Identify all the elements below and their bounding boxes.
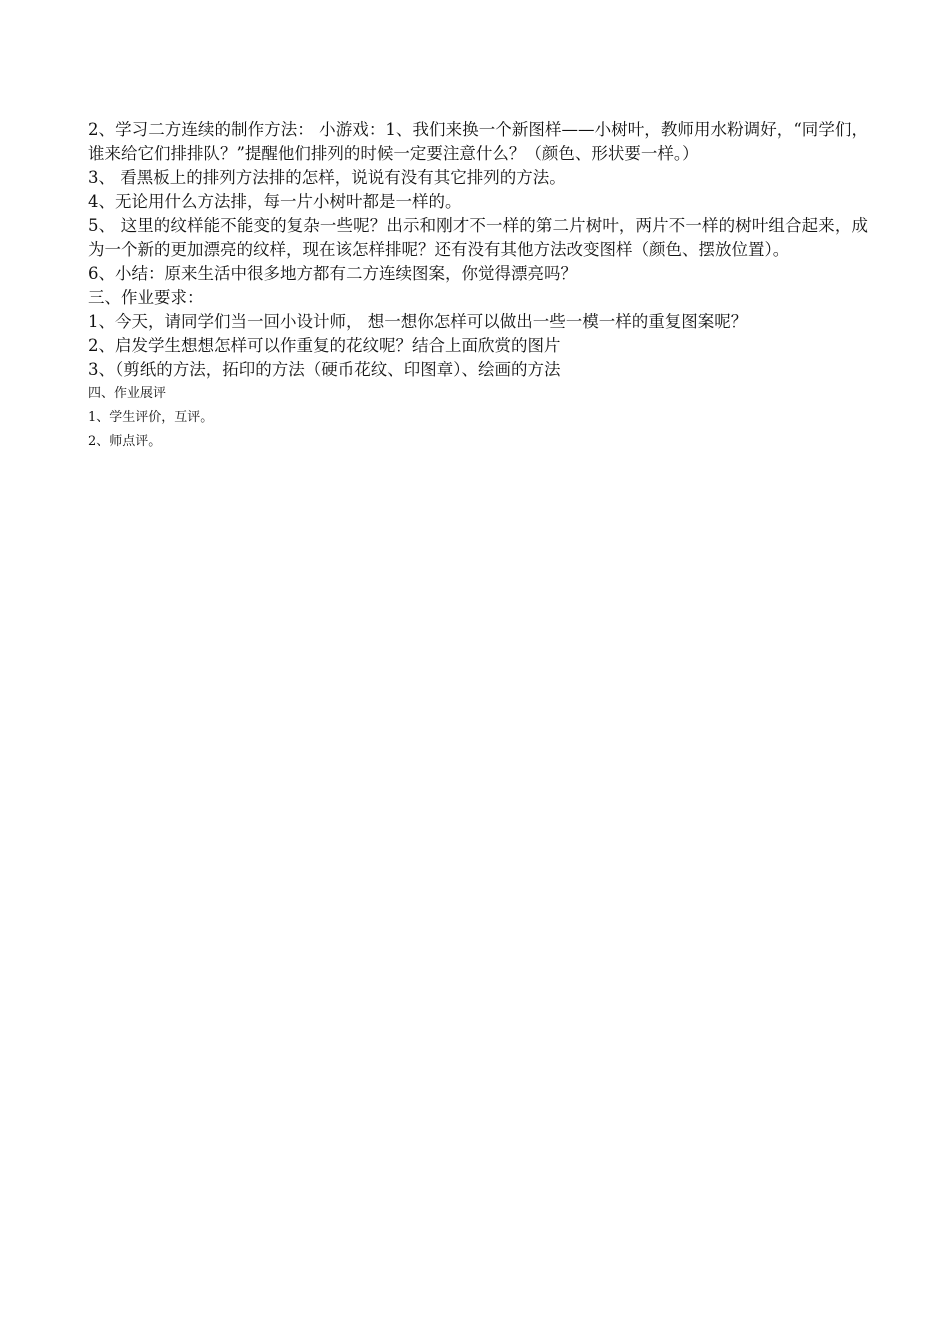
paragraph-homework-1: 1、今天，请同学们当一回小设计师， 想一想你怎样可以做出一些一模一样的重复图案呢？ [88, 312, 748, 331]
section-heading-homework: 三、作业要求： [88, 288, 204, 307]
paragraph-step-3: 3、 看黑板上的排列方法排的怎样，说说有没有其它排列的方法。 [88, 168, 566, 187]
document-page [88, 118, 868, 454]
paragraph-review-1: 1、学生评价，互评。 [88, 410, 214, 425]
paragraph-homework-3: 3、（剪纸的方法，拓印的方法（硬币花纹、印图章）、绘画的方法 [88, 360, 561, 379]
paragraph-homework-2: 2、启发学生想想怎样可以作重复的花纹呢？结合上面欣赏的图片 [88, 336, 561, 355]
paragraph-review-2: 2、师点评。 [88, 434, 162, 449]
paragraph-step-2: 2、学习二方连续的制作方法： 小游戏：1、我们来换一个新图样——小树叶，教师用水粉调好，“同学们，谁来给它们排排队？”提醒他们排列的时候一定要注意什么？（颜色、形状要一样。） [88, 120, 868, 163]
paragraph-step-6: 6、小结：原来生活中很多地方都有二方连续图案，你觉得漂亮吗？ [88, 264, 577, 283]
paragraph-step-4: 4、无论用什么方法排，每一片小树叶都是一样的。 [88, 192, 462, 211]
paragraph-step-5: 5、 这里的纹样能不能变的复杂一些呢？出示和刚才不一样的第二片树叶，两片不一样的树叶组合起来，成为一个新的更加漂亮的纹样，现在该怎样排呢？还有没有其他方法改变图样（颜色、摆放位置）。 [88, 216, 868, 259]
section-heading-review: 四、作业展评 [88, 386, 167, 401]
